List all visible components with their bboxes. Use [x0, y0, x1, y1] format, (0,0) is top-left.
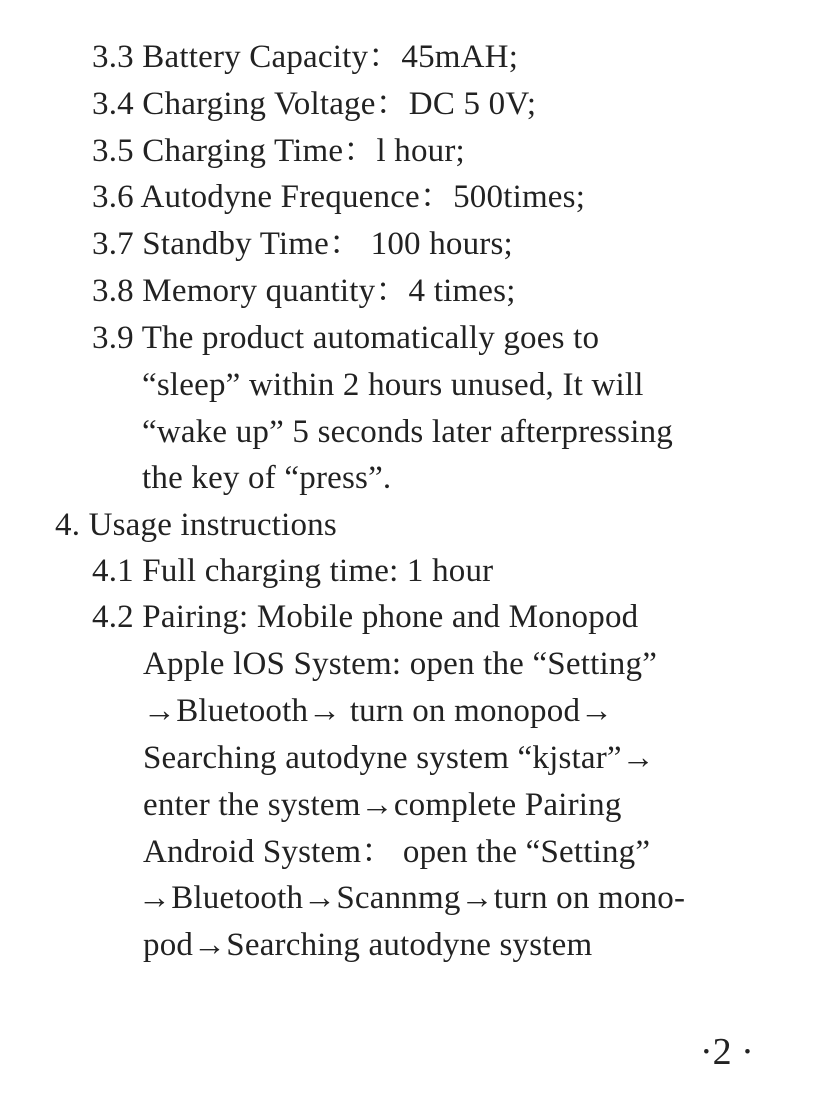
- spec-memory-quantity: 3.8 Memory quantity：4 times;: [92, 273, 516, 309]
- page-number: ·2 ·: [700, 1031, 754, 1073]
- usage-pairing-heading: 4.2 Pairing: Mobile phone and Monopod: [92, 599, 639, 635]
- usage-android-line-1: Android System： open the “Setting”: [143, 834, 651, 870]
- spec-charging-time: 3.5 Charging Time：l hour;: [92, 133, 465, 169]
- usage-android-line-3: pod→Searching autodyne system: [143, 927, 593, 963]
- spec-battery-capacity: 3.3 Battery Capacity：45mAH;: [92, 39, 519, 75]
- spec-sleep-note-line-3: “wake up” 5 seconds later afterpressing: [142, 414, 673, 450]
- spec-standby-time: 3.7 Standby Time： 100 hours;: [92, 226, 513, 262]
- usage-ios-line-4: enter the system→complete Pairing: [143, 787, 622, 823]
- spec-charging-voltage: 3.4 Charging Voltage：DC 5 0V;: [92, 86, 537, 122]
- spec-sleep-note-line-2: “sleep” within 2 hours unused, It will: [142, 367, 644, 403]
- usage-android-line-2: →Bluetooth→Scannmg→turn on mono-: [138, 880, 686, 916]
- section-heading-usage: 4. Usage instructions: [55, 507, 337, 543]
- usage-ios-line-2: →Bluetooth→ turn on monopod→: [143, 693, 614, 729]
- spec-autodyne-frequence: 3.6 Autodyne Frequence：500times;: [92, 179, 586, 215]
- usage-full-charging-time: 4.1 Full charging time: 1 hour: [92, 553, 494, 589]
- spec-sleep-note-line-4: the key of “press”.: [142, 460, 392, 496]
- usage-ios-line-1: Apple lOS System: open the “Setting”: [143, 646, 658, 682]
- spec-sleep-note-line-1: 3.9 The product automatically goes to: [92, 320, 600, 356]
- usage-ios-line-3: Searching autodyne system “kjstar”→: [143, 740, 655, 776]
